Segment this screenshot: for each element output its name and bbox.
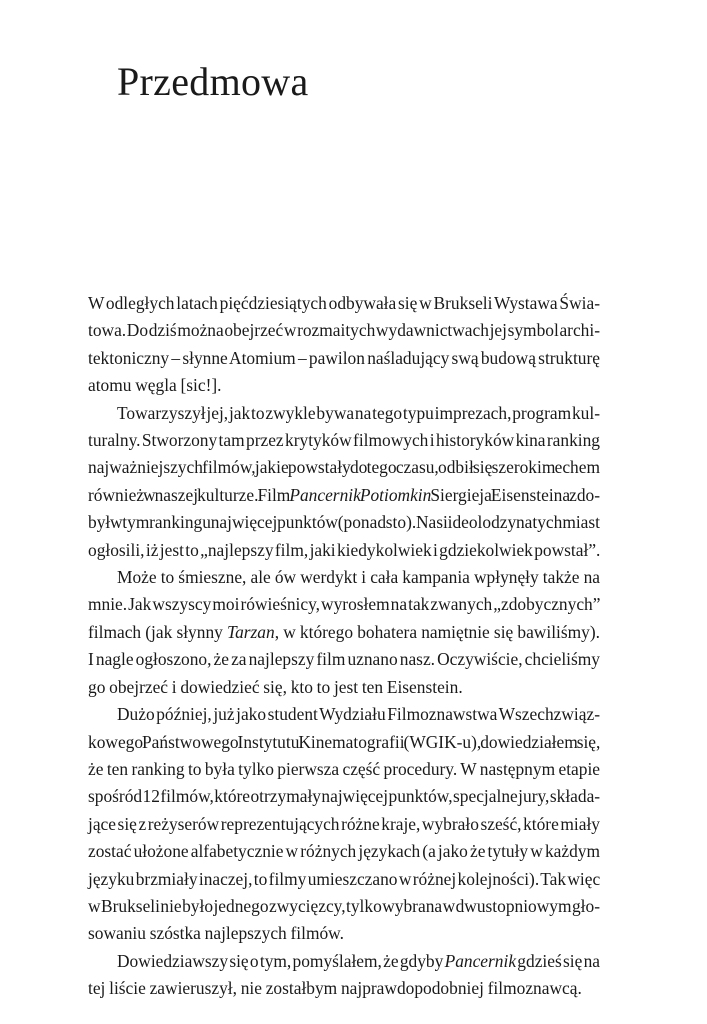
chapter-body [88, 290, 600, 1003]
chapter-title: Przedmowa [117, 59, 309, 104]
text-segment: , w którego bohatera namiętnie się bawiliśmy). [274, 621, 600, 642]
text-line: tektoniczny – słynne Atomium – pawilon naśladujący swą budową strukturę [88, 347, 600, 368]
text-line: że ten ranking to była tylko pierwsza część procedury. W następnym etapie [88, 758, 600, 779]
text-segment: Siergieja Eisensteina zdo- [431, 484, 600, 505]
text-segment: również w naszej kulturze. Film [88, 484, 290, 505]
text-line: był w tym rankingu najwięcej punktów (ponad sto). Nasi ideolodzy natychmiast [88, 512, 600, 533]
text-line: go obejrzeć i dowiedzieć się, kto to jest ten Eisenstein. [88, 676, 463, 697]
text-line: mnie. Jak wszyscy moi rówieśnicy, wyrosłem na tak zwanych „zdobycznych” [88, 594, 601, 615]
text-line: I nagle ogłoszono, że za najlepszy film uznano nasz. Oczywiście, chcieliśmy [88, 649, 600, 670]
paragraph-1 [88, 290, 600, 400]
paragraph-3 [88, 564, 600, 701]
text-segment: Dowiedziawszy się o tym, pomyślałem, że gdyby [117, 950, 445, 971]
paragraph-2 [88, 400, 600, 564]
text-line: języku brzmiały inaczej, to filmy umieszczano w różnej kolejności). Tak więc [88, 868, 601, 889]
text-segment: gdzieś się na [516, 950, 600, 971]
text-line: tej liście zawieruszył, nie zostałbym najprawdopodobniej filmoznawcą. [88, 978, 582, 999]
text-line: W odległych latach pięćdziesiątych odbywała się w Brukseli Wystawa Świa- [88, 293, 600, 313]
text-line: zostać ułożone alfabetycznie w różnych językach (a jako że tytuły w każdym [88, 841, 600, 862]
paragraph-4 [88, 701, 600, 948]
text-line: kowego Państwowego Instytutu Kinematografii (WGIK-u), dowiedziałem się, [88, 731, 601, 752]
text-line-mixed [88, 619, 600, 646]
text-line: najważniejszych filmów, jakie powstały do tego czasu, odbił się szerokim echem [88, 457, 600, 478]
text-line: turalny. Stworzony tam przez krytyków filmowych i historyków kina ranking [88, 430, 600, 451]
text-line-mixed [88, 482, 600, 509]
text-line: sowaniu szóstka najlepszych filmów. [88, 923, 344, 944]
film-title-italic: Pancernik Potiomkin [289, 484, 432, 505]
text-line: jące się z reżyserów reprezentujących różne kraje, wybrało sześć, które miały [88, 813, 600, 834]
text-line: atomu węgla [sic!]. [88, 375, 222, 396]
paragraph-5 [88, 948, 600, 1003]
text-line: spośród 12 filmów, które otrzymały najwięcej punktów, specjalne jury, składa- [88, 786, 601, 807]
text-line-mixed [88, 948, 600, 975]
text-line: Może to śmieszne, ale ów werdykt i cała kampania wpłynęły także na [117, 567, 600, 588]
text-line: Dużo później, już jako student Wydziału Filmoznawstwa Wszechzwiąz- [117, 704, 600, 725]
text-line: towa. Do dziś można obejrzeć w rozmaitych wydawnictwach jej symbol archi- [88, 320, 600, 341]
text-segment: filmach (jak słynny [88, 621, 227, 642]
film-title-italic: Tarzan [227, 621, 275, 642]
text-line: ogłosili, iż jest to „najlepszy film, jaki kiedykolwiek i gdziekolwiek powstał”. [88, 539, 601, 560]
film-title-italic: Pancernik [444, 950, 517, 971]
text-line: Towarzyszył jej, jak to zwykle bywa na tego typu imprezach, program kul- [117, 402, 600, 423]
text-line: w Brukseli nie było jednego zwycięzcy, tylko wybrana w dwustopniowym gło- [88, 895, 600, 916]
